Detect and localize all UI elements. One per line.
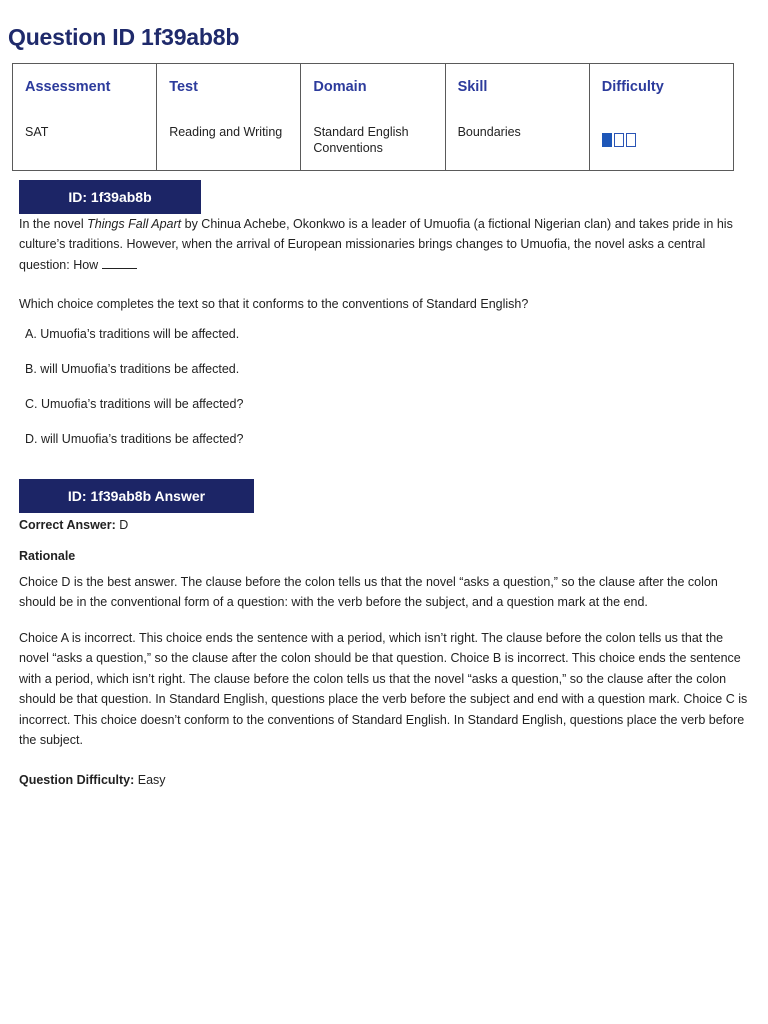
header-test: Test xyxy=(157,64,301,112)
header-domain: Domain xyxy=(301,64,445,112)
rationale-paragraph-2: Choice A is incorrect. This choice ends the sentence with a period, which isn’t right. The clause before the colon tells us that the novel “asks a question,” so the clause after the colon should be that question. Choice B is incorrect. This choice ends the sentence with a period, which isn’t right. The clause before the colon tells us that the novel “asks a question,” so the clause after the colon should be that question. In Standard English, questions place the verb before the subject and end with a question mark. Choice C is incorrect. This choice doesn’t conform to the conventions of Standard English. In Standard English, questions place the verb before the subject. xyxy=(19,631,748,748)
difficulty-box-empty xyxy=(626,133,636,147)
question-difficulty-label: Question Difficulty: xyxy=(19,773,135,787)
value-assessment: SAT xyxy=(13,112,157,171)
value-difficulty xyxy=(589,112,733,171)
question-prompt: Which choice completes the text so that it conforms to the conventions of Standard English? xyxy=(19,297,529,311)
answer-id-banner: ID: 1f39ab8b Answer xyxy=(19,479,254,513)
question-id-banner: ID: 1f39ab8b xyxy=(19,180,201,214)
header-assessment: Assessment xyxy=(13,64,157,112)
meta-value-row xyxy=(13,112,734,171)
header-skill: Skill xyxy=(445,64,589,112)
question-passage xyxy=(19,214,749,275)
value-domain: Standard English Conventions xyxy=(301,112,445,171)
value-test: Reading and Writing xyxy=(157,112,301,171)
answer-blank xyxy=(102,257,137,269)
difficulty-meter xyxy=(602,133,721,147)
difficulty-box-empty xyxy=(614,133,624,147)
correct-answer xyxy=(19,515,749,535)
question-meta-table xyxy=(12,63,734,171)
difficulty-box-filled xyxy=(602,133,612,147)
passage-text-after: by Chinua Achebe, Okonkwo is a leader of Umuofia (a fictional Nigerian clan) and takes pride in his culture’s traditions. However, when the arrival of European missionaries brings changes to Umuofia, the novel asks a central question: How xyxy=(19,217,733,272)
choice-b: B. will Umuofia’s traditions be affected. xyxy=(25,362,240,376)
header-difficulty: Difficulty xyxy=(589,64,733,112)
question-difficulty-footer xyxy=(19,770,749,790)
passage-text-before: In the novel xyxy=(19,217,88,231)
value-skill: Boundaries xyxy=(445,112,589,171)
meta-header-row xyxy=(13,64,734,112)
page-title: Question ID 1f39ab8b xyxy=(8,24,240,50)
correct-answer-value: D xyxy=(119,518,129,532)
choice-c: C. Umuofia’s traditions will be affected? xyxy=(25,397,244,411)
book-title: Things Fall Apart xyxy=(87,217,182,231)
question-difficulty-value: Easy xyxy=(137,773,166,787)
choice-d: D. will Umuofia’s traditions be affected? xyxy=(25,432,244,446)
choice-a: A. Umuofia’s traditions will be affected. xyxy=(25,327,240,341)
rationale-heading: Rationale xyxy=(19,549,76,563)
rationale-paragraph-1: Choice D is the best answer. The clause before the colon tells us that the novel “asks a question,” so the clause after the colon should be in the conventional form of a question: with the verb before the subject, and a question mark at the end. xyxy=(19,575,718,610)
correct-answer-label: Correct Answer: xyxy=(19,518,116,532)
